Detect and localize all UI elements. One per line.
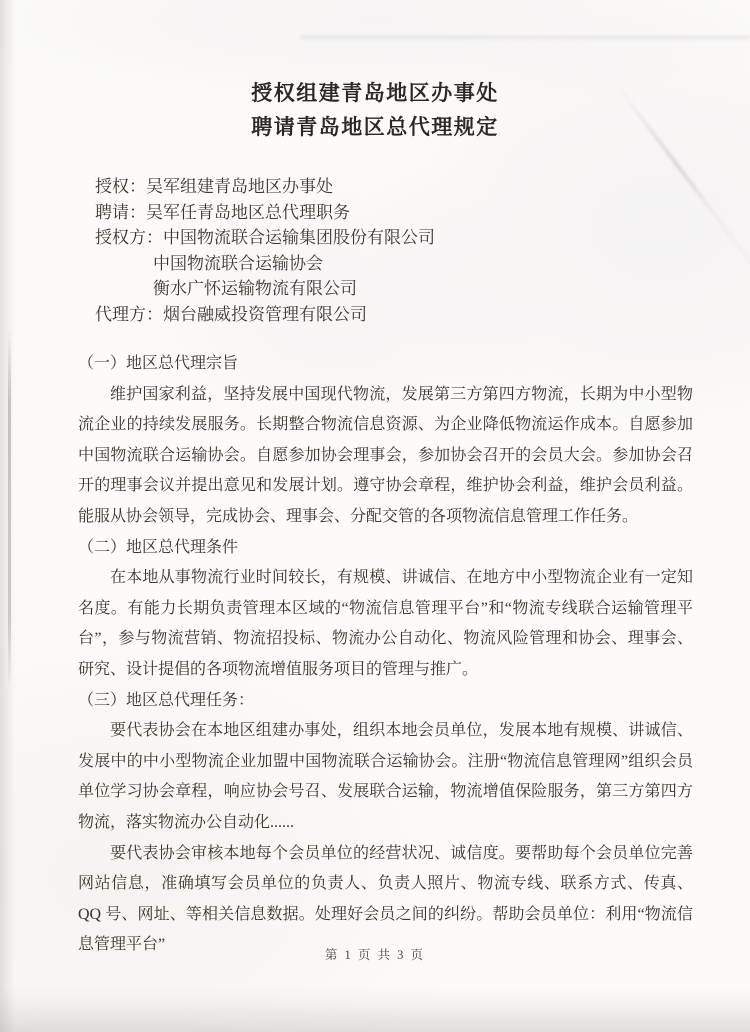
page-number-footer: 第 1 页 共 3 页 <box>324 948 426 962</box>
section-heading-3: （三）地区总代理任务： <box>78 691 255 709</box>
field-row-authorize <box>95 174 750 200</box>
scan-edge-left-line <box>8 330 11 690</box>
field-value: 中国物流联合运输协会 <box>153 253 323 273</box>
document-title-line-2: 聘请青岛地区总代理规定 <box>251 115 499 139</box>
field-row-authorizer <box>95 225 750 251</box>
field-value: 衡水广怀运输物流有限公司 <box>153 279 357 298</box>
field-label: 授权： <box>95 177 146 196</box>
field-label: 授权方： <box>95 228 163 247</box>
scan-edge-bottom <box>0 986 750 1032</box>
field-label: 聘请： <box>95 202 146 222</box>
field-row-authorizer-2 <box>95 251 750 277</box>
section-3-paragraph-1: 要代表协会在本地区组建办事处，组织本地会员单位，发展本地有规模、讲诚信、发展中的中小型物流企业加盟中国物流联合运输协会。注册“物流信息管理网”组织会员单位学习协会章程，响应协会号召、发展联合运输，物流增值保险服务，第三方第四方物流，落实物流办公自动化...... <box>78 722 693 831</box>
document-title-line-1: 授权组建青岛地区办事处 <box>251 81 499 105</box>
section-3-paragraph-2: 要代表协会审核本地每个会员单位的经营状况、诚信度。要帮助每个会员单位完善网站信息，准确填写会员单位的负责人、负责人照片、物流专线、联系方式、传真、QQ 号、网址、等相关信息数据。处理好会员之间的纠纷。帮助会员单位：利用“物流信息管理平台” <box>78 844 693 954</box>
section-heading-2: （二）地区总代理条件 <box>78 538 239 556</box>
header-fields <box>95 174 750 327</box>
field-value: 吴军任青岛地区总代理职务 <box>146 202 350 222</box>
section-1-paragraph-1: 维护国家利益，坚持发展中国现代物流，发展第三方第四方物流，长期为中小型物流企业的持续发展服务。长期整合物流信息资源、为企业降低物流运作成本。自愿参加中国物流联合运输协会。自愿参加协会理事会，参加协会召开的会员大会。参加协会召开的理事会议并提出意见和发展计划。遵守协会章程，维护协会利益，维护会员利益。能服从协会领导，完成协会、理事会、分配交管的各项物流信息管理工作任务。 <box>78 385 693 525</box>
scan-edge-left <box>0 0 16 1032</box>
field-row-authorizer-3 <box>95 276 750 302</box>
section-2-paragraph-1: 在本地从事物流行业时间较长，有规模、讲诚信、在地方中小型物流企业有一定知名度。有能力长期负责管理本区域的“物流信息管理平台”和“物流专线联合运输管理平台”，参与物流营销、物流招投标、物流办公自动化、物流风险管理和协会、理事会、研究、设计提倡的各项物流增值服务项目的管理与推广。 <box>78 569 693 678</box>
field-label: 代理方： <box>95 304 163 324</box>
field-row-agent <box>95 302 750 328</box>
field-value: 烟台融威投资管理有限公司 <box>163 304 367 324</box>
document-body <box>78 349 693 961</box>
field-value: 中国物流联合运输集团股份有限公司 <box>163 228 435 247</box>
field-value: 吴军组建青岛地区办事处 <box>146 177 333 196</box>
document-title-block <box>0 0 750 144</box>
field-row-appoint <box>95 200 750 226</box>
section-heading-1: （一）地区总代理宗旨 <box>78 355 239 372</box>
